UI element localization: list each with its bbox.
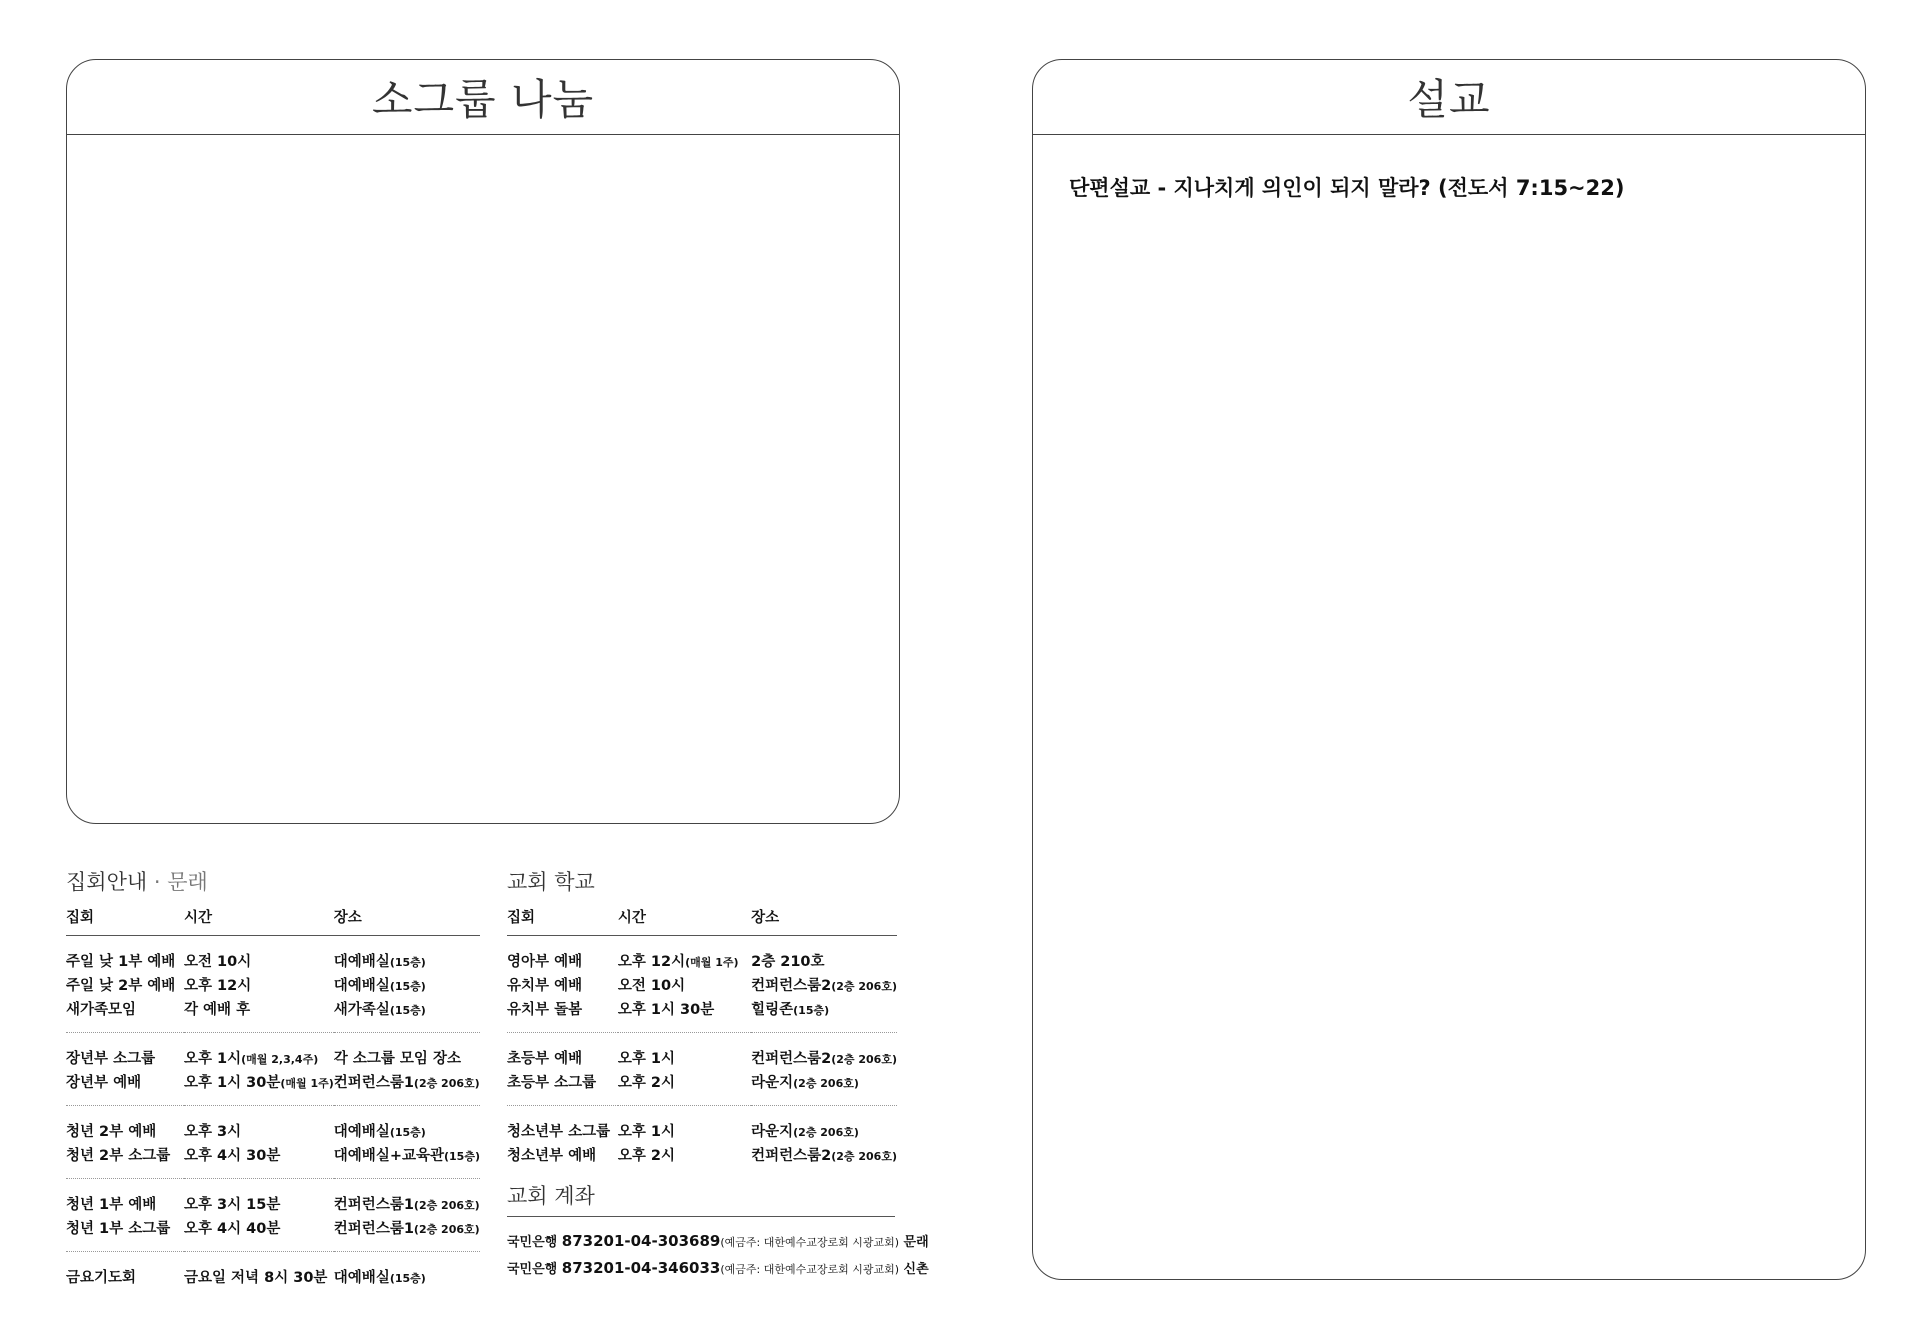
- account-branch: 신촌: [903, 1262, 929, 1277]
- row-location-note: (15층): [389, 1125, 426, 1139]
- row-name: 주일 낮 1부 예배: [66, 953, 176, 970]
- table-row: [507, 972, 897, 996]
- row-time: [184, 936, 334, 973]
- table-row: [66, 996, 480, 1033]
- row-name: 청년 1부 예배: [66, 1196, 157, 1213]
- row-location-text: 힐링존: [751, 1001, 794, 1018]
- row-time: [184, 1179, 334, 1216]
- row-location: [751, 1142, 897, 1166]
- row-name: 청년 2부 소그룹: [66, 1142, 184, 1179]
- row-time: [618, 936, 751, 973]
- row-time-text: 금요일 저녁 8시 30분: [183, 1269, 328, 1286]
- row-location-text: 새가족실: [333, 1001, 390, 1018]
- gatherings-heading: [66, 866, 208, 896]
- row-time-text: 오후 2시: [617, 1147, 676, 1164]
- row-location-note: (2층 206호): [793, 1076, 859, 1090]
- sermon-panel-title: 설교: [1033, 60, 1865, 135]
- school-body: [507, 936, 897, 1167]
- table-row: [66, 1215, 480, 1252]
- row-time-text: 오후 1시: [617, 1123, 676, 1140]
- account-note: (예금주: 대한예수교장로회 시광교회): [720, 1263, 900, 1276]
- row-name: 금요기도회: [66, 1269, 137, 1286]
- row-time-text: 오후 2시: [617, 1074, 676, 1091]
- row-location: [751, 1033, 897, 1070]
- row-location: [334, 936, 480, 973]
- account-number: 873201-04-346033: [561, 1259, 721, 1277]
- row-time: [618, 996, 751, 1033]
- row-location-text: 라운지: [751, 1123, 794, 1140]
- row-location: [751, 936, 897, 973]
- row-time: [618, 972, 751, 996]
- row-time: [184, 996, 334, 1033]
- row-location-note: (15층): [793, 1003, 830, 1017]
- sermon-subtitle: 단편설교 - 지나치게 의인이 되지 말라? (전도서 7:15~22): [1069, 176, 1625, 200]
- row-location-text: 컨퍼런스룸2: [751, 1050, 832, 1067]
- row-location-note: (2층 206호): [413, 1076, 480, 1090]
- gatherings-subtitle: 문래: [167, 870, 208, 894]
- column-header: 집회: [66, 905, 184, 936]
- row-time-text: 오후 12시: [617, 953, 686, 970]
- table-row: [66, 936, 480, 973]
- table-row: [66, 1069, 480, 1106]
- row-time-text: 오후 1시: [617, 1050, 676, 1067]
- row-time-text: 오후 4시 40분: [183, 1220, 281, 1237]
- row-location: [334, 1069, 480, 1106]
- row-location-text: 대예배실+교육관: [333, 1147, 444, 1164]
- row-location-note: (2층 206호): [831, 979, 897, 993]
- column-header: 장소: [751, 905, 897, 936]
- account-bank: 국민은행: [507, 1235, 558, 1250]
- account-number: 873201-04-303689: [561, 1232, 721, 1250]
- row-location-text: 대예배실: [333, 1269, 390, 1286]
- row-location: [334, 972, 480, 996]
- row-location-text: 컨퍼런스룸2: [751, 977, 832, 994]
- row-time: [618, 1142, 751, 1166]
- row-time: [184, 1033, 334, 1070]
- row-location-note: (2층 206호): [413, 1222, 480, 1236]
- table-row: [66, 1179, 480, 1216]
- account-note: (예금주: 대한예수교장로회 시광교회): [720, 1236, 900, 1249]
- small-group-title: 소그룹 나눔: [67, 60, 899, 135]
- row-location-text: 라운지: [751, 1074, 794, 1091]
- row-location: [751, 1106, 897, 1143]
- column-header: 집회: [507, 905, 618, 936]
- row-time-text: 오전 10시: [183, 953, 252, 970]
- school-header-row: [507, 905, 897, 936]
- row-location-note: (15층): [389, 1003, 426, 1017]
- account-line: [507, 1231, 929, 1250]
- row-location: [751, 996, 897, 1033]
- row-name: 초등부 예배: [507, 1050, 583, 1067]
- school-title: 교회 학교: [507, 870, 595, 894]
- row-time-text: 오후 3시 15분: [183, 1196, 281, 1213]
- row-location-text: 컨퍼런스룸1: [333, 1074, 414, 1091]
- row-location: [334, 1142, 480, 1179]
- sermon-panel: [1032, 59, 1866, 1280]
- row-name: 초등부 소그룹: [507, 1069, 618, 1106]
- gatherings-table: [66, 905, 480, 1288]
- row-location-note: (2층 206호): [793, 1125, 859, 1139]
- row-time-text: 오후 1시: [183, 1050, 242, 1067]
- row-time-text: 오후 3시: [183, 1123, 242, 1140]
- column-header: 시간: [184, 905, 334, 936]
- row-name: 장년부 예배: [66, 1069, 184, 1106]
- row-time: [184, 1106, 334, 1143]
- row-name: 영아부 예배: [507, 953, 583, 970]
- row-name: 청소년부 소그룹: [507, 1123, 611, 1140]
- row-time-note: (매월 2,3,4주): [241, 1052, 319, 1066]
- row-name: 청년 2부 예배: [66, 1123, 157, 1140]
- row-location-text: 컨퍼런스룸1: [333, 1196, 414, 1213]
- row-location-note: (15층): [389, 979, 426, 993]
- row-location-note: (15층): [389, 1271, 426, 1285]
- row-location-text: 대예배실: [333, 977, 390, 994]
- table-row: [507, 1142, 897, 1166]
- row-location-text: 대예배실: [333, 1123, 390, 1140]
- row-name: 새가족모임: [66, 996, 184, 1033]
- table-row: [66, 1033, 480, 1070]
- row-location-note: (2층 206호): [831, 1149, 897, 1163]
- row-time-text: 각 예배 후: [183, 1001, 251, 1018]
- accounts-divider: [507, 1216, 895, 1217]
- row-name: 장년부 소그룹: [66, 1050, 156, 1067]
- row-time-text: 오전 10시: [617, 977, 686, 994]
- row-time: [184, 1069, 334, 1106]
- row-name: 유치부 예배: [507, 977, 583, 994]
- account-line: [507, 1258, 929, 1277]
- account-branch: 문래: [903, 1235, 929, 1250]
- table-row: [507, 1033, 897, 1070]
- gatherings-header-row: [66, 905, 480, 936]
- row-time-note: (매월 1주): [280, 1076, 334, 1090]
- accounts-title: 교회 계좌: [507, 1184, 595, 1208]
- row-name: 유치부 돌봄: [507, 996, 618, 1033]
- table-row: [66, 1106, 480, 1143]
- table-row: [507, 1106, 897, 1143]
- account-bank: 국민은행: [507, 1262, 558, 1277]
- table-row: [507, 1069, 897, 1106]
- row-location: [334, 1252, 480, 1289]
- row-location-text: 컨퍼런스룸1: [333, 1220, 414, 1237]
- row-location-note: (2층 206호): [831, 1052, 897, 1066]
- row-location-text: 2층 210호: [751, 953, 825, 970]
- row-location-text: 대예배실: [333, 953, 390, 970]
- row-location-note: (15층): [389, 955, 426, 969]
- row-time-note: (매월 1주): [685, 955, 739, 969]
- row-name: 주일 낮 2부 예배: [66, 977, 176, 994]
- row-location: [751, 972, 897, 996]
- row-location-text: 컨퍼런스룸2: [751, 1147, 832, 1164]
- row-time: [184, 1252, 334, 1289]
- column-header: 장소: [334, 905, 480, 936]
- table-row: [66, 972, 480, 996]
- row-location: [334, 996, 480, 1033]
- row-time-text: 오후 1시 30분: [183, 1074, 281, 1091]
- row-location-note: (15층): [444, 1149, 480, 1163]
- gatherings-body: [66, 936, 480, 1289]
- table-row: [66, 1142, 480, 1179]
- row-time-text: 오후 1시 30분: [617, 1001, 715, 1018]
- row-location: [334, 1033, 480, 1070]
- row-location-note: (2층 206호): [413, 1198, 480, 1212]
- row-location: [334, 1106, 480, 1143]
- row-time-text: 오후 12시: [183, 977, 252, 994]
- table-row: [507, 996, 897, 1033]
- table-row: [66, 1252, 480, 1289]
- row-location: [334, 1215, 480, 1252]
- row-time: [618, 1069, 751, 1106]
- gatherings-title: 집회안내: [66, 870, 148, 894]
- row-name: 청소년부 예배: [507, 1147, 597, 1164]
- gatherings-separator: ·: [153, 870, 161, 894]
- row-location: [751, 1069, 897, 1106]
- table-row: [507, 936, 897, 973]
- row-time: [184, 972, 334, 996]
- row-location: [334, 1179, 480, 1216]
- row-location-text: 각 소그룹 모임 장소: [333, 1050, 461, 1067]
- row-time: [618, 1033, 751, 1070]
- row-time: [184, 1215, 334, 1252]
- row-time-text: 오후 4시 30분: [183, 1147, 281, 1164]
- small-group-panel: [66, 59, 900, 824]
- column-header: 시간: [618, 905, 751, 936]
- row-time: [618, 1106, 751, 1143]
- school-table: [507, 905, 897, 1166]
- row-name: 청년 1부 소그룹: [66, 1215, 184, 1252]
- row-time: [184, 1142, 334, 1179]
